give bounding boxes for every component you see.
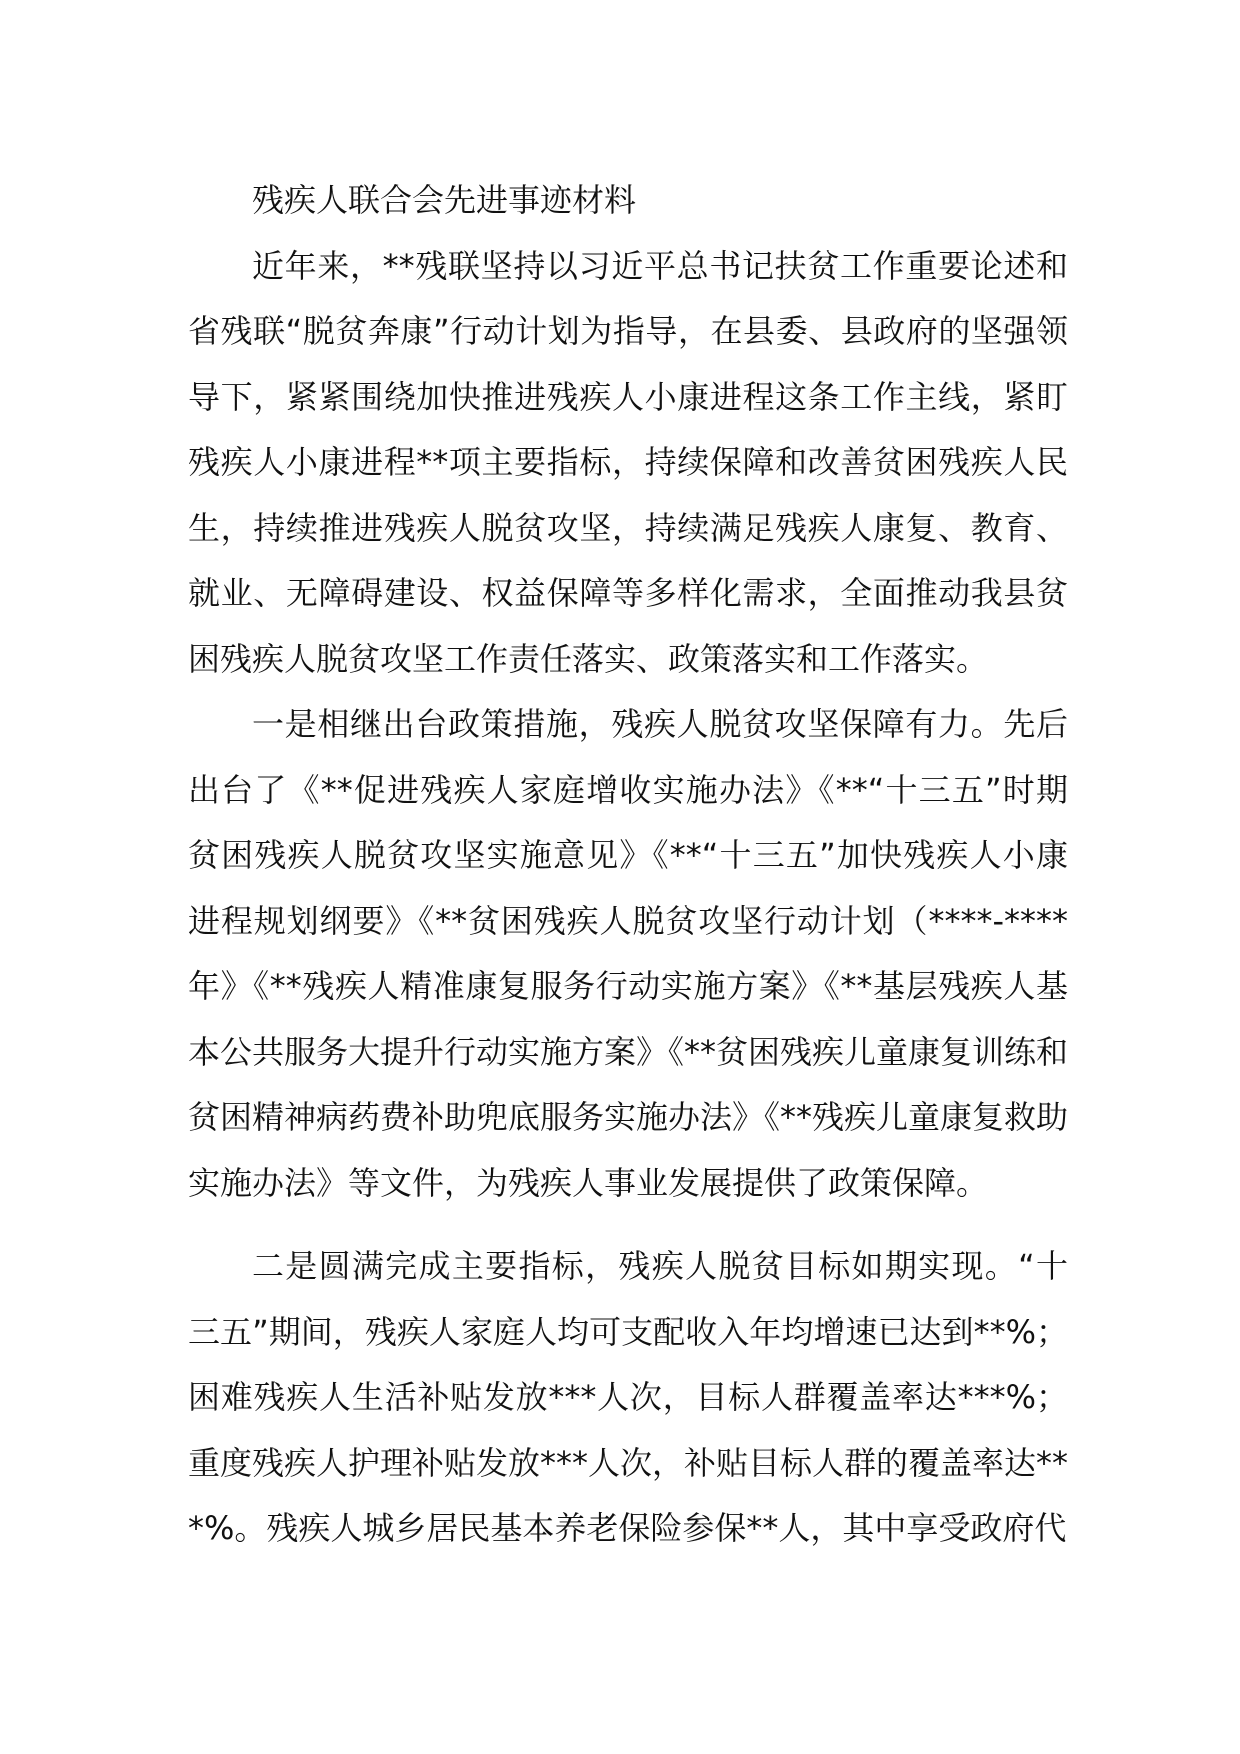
document-title: 残疾人联合会先进事迹材料 bbox=[252, 181, 637, 219]
document-body bbox=[188, 168, 1068, 1562]
paragraph-policy-measures: 一是相继出台政策措施，残疾人脱贫攻坚保障有力。先后出台了《**促进残疾人家庭增收实施办法》《**“十三五”时期贫困残疾人脱贫攻坚实施意见》《**“十三五”加快残疾人小康进程规划纲要》《**贫困残疾人脱贫攻坚行动计划（****-****年》《**残疾人精准康复服务行动实施方案》《**基层残疾人基本公共服务大提升行动实施方案》《**贫困残疾儿童康复训练和贫困精神病药费补助兜底服务实施办法》《**残疾儿童康复救助实施办法》等文件，为残疾人事业发展提供了政策保障。 bbox=[188, 705, 1069, 1202]
paragraph-main-indicators: 二是圆满完成主要指标，残疾人脱贫目标如期实现。“十三五”期间，残疾人家庭人均可支配收入年均增速已达到**%；困难残疾人生活补贴发放***人次，目标人群覆盖率达***%；重度残疾人护理补贴发放***人次，补贴目标人群的覆盖率达***%。残疾人城乡居民基本养老保险参保**人，其中享受政府代 bbox=[188, 1247, 1069, 1547]
paragraph-intro: 近年来，**残联坚持以习近平总书记扶贫工作重要论述和省残联“脱贫奔康”行动计划为指导，在县委、县政府的坚强领导下，紧紧围绕加快推进残疾人小康进程这条工作主线，紧盯残疾人小康进程**项主要指标，持续保障和改善贫困残疾人民生，持续推进残疾人脱贫攻坚，持续满足残疾人康复、教育、就业、无障碍建设、权益保障等多样化需求，全面推动我县贫困残疾人脱贫攻坚工作责任落实、政策落实和工作落实。 bbox=[188, 246, 1068, 678]
